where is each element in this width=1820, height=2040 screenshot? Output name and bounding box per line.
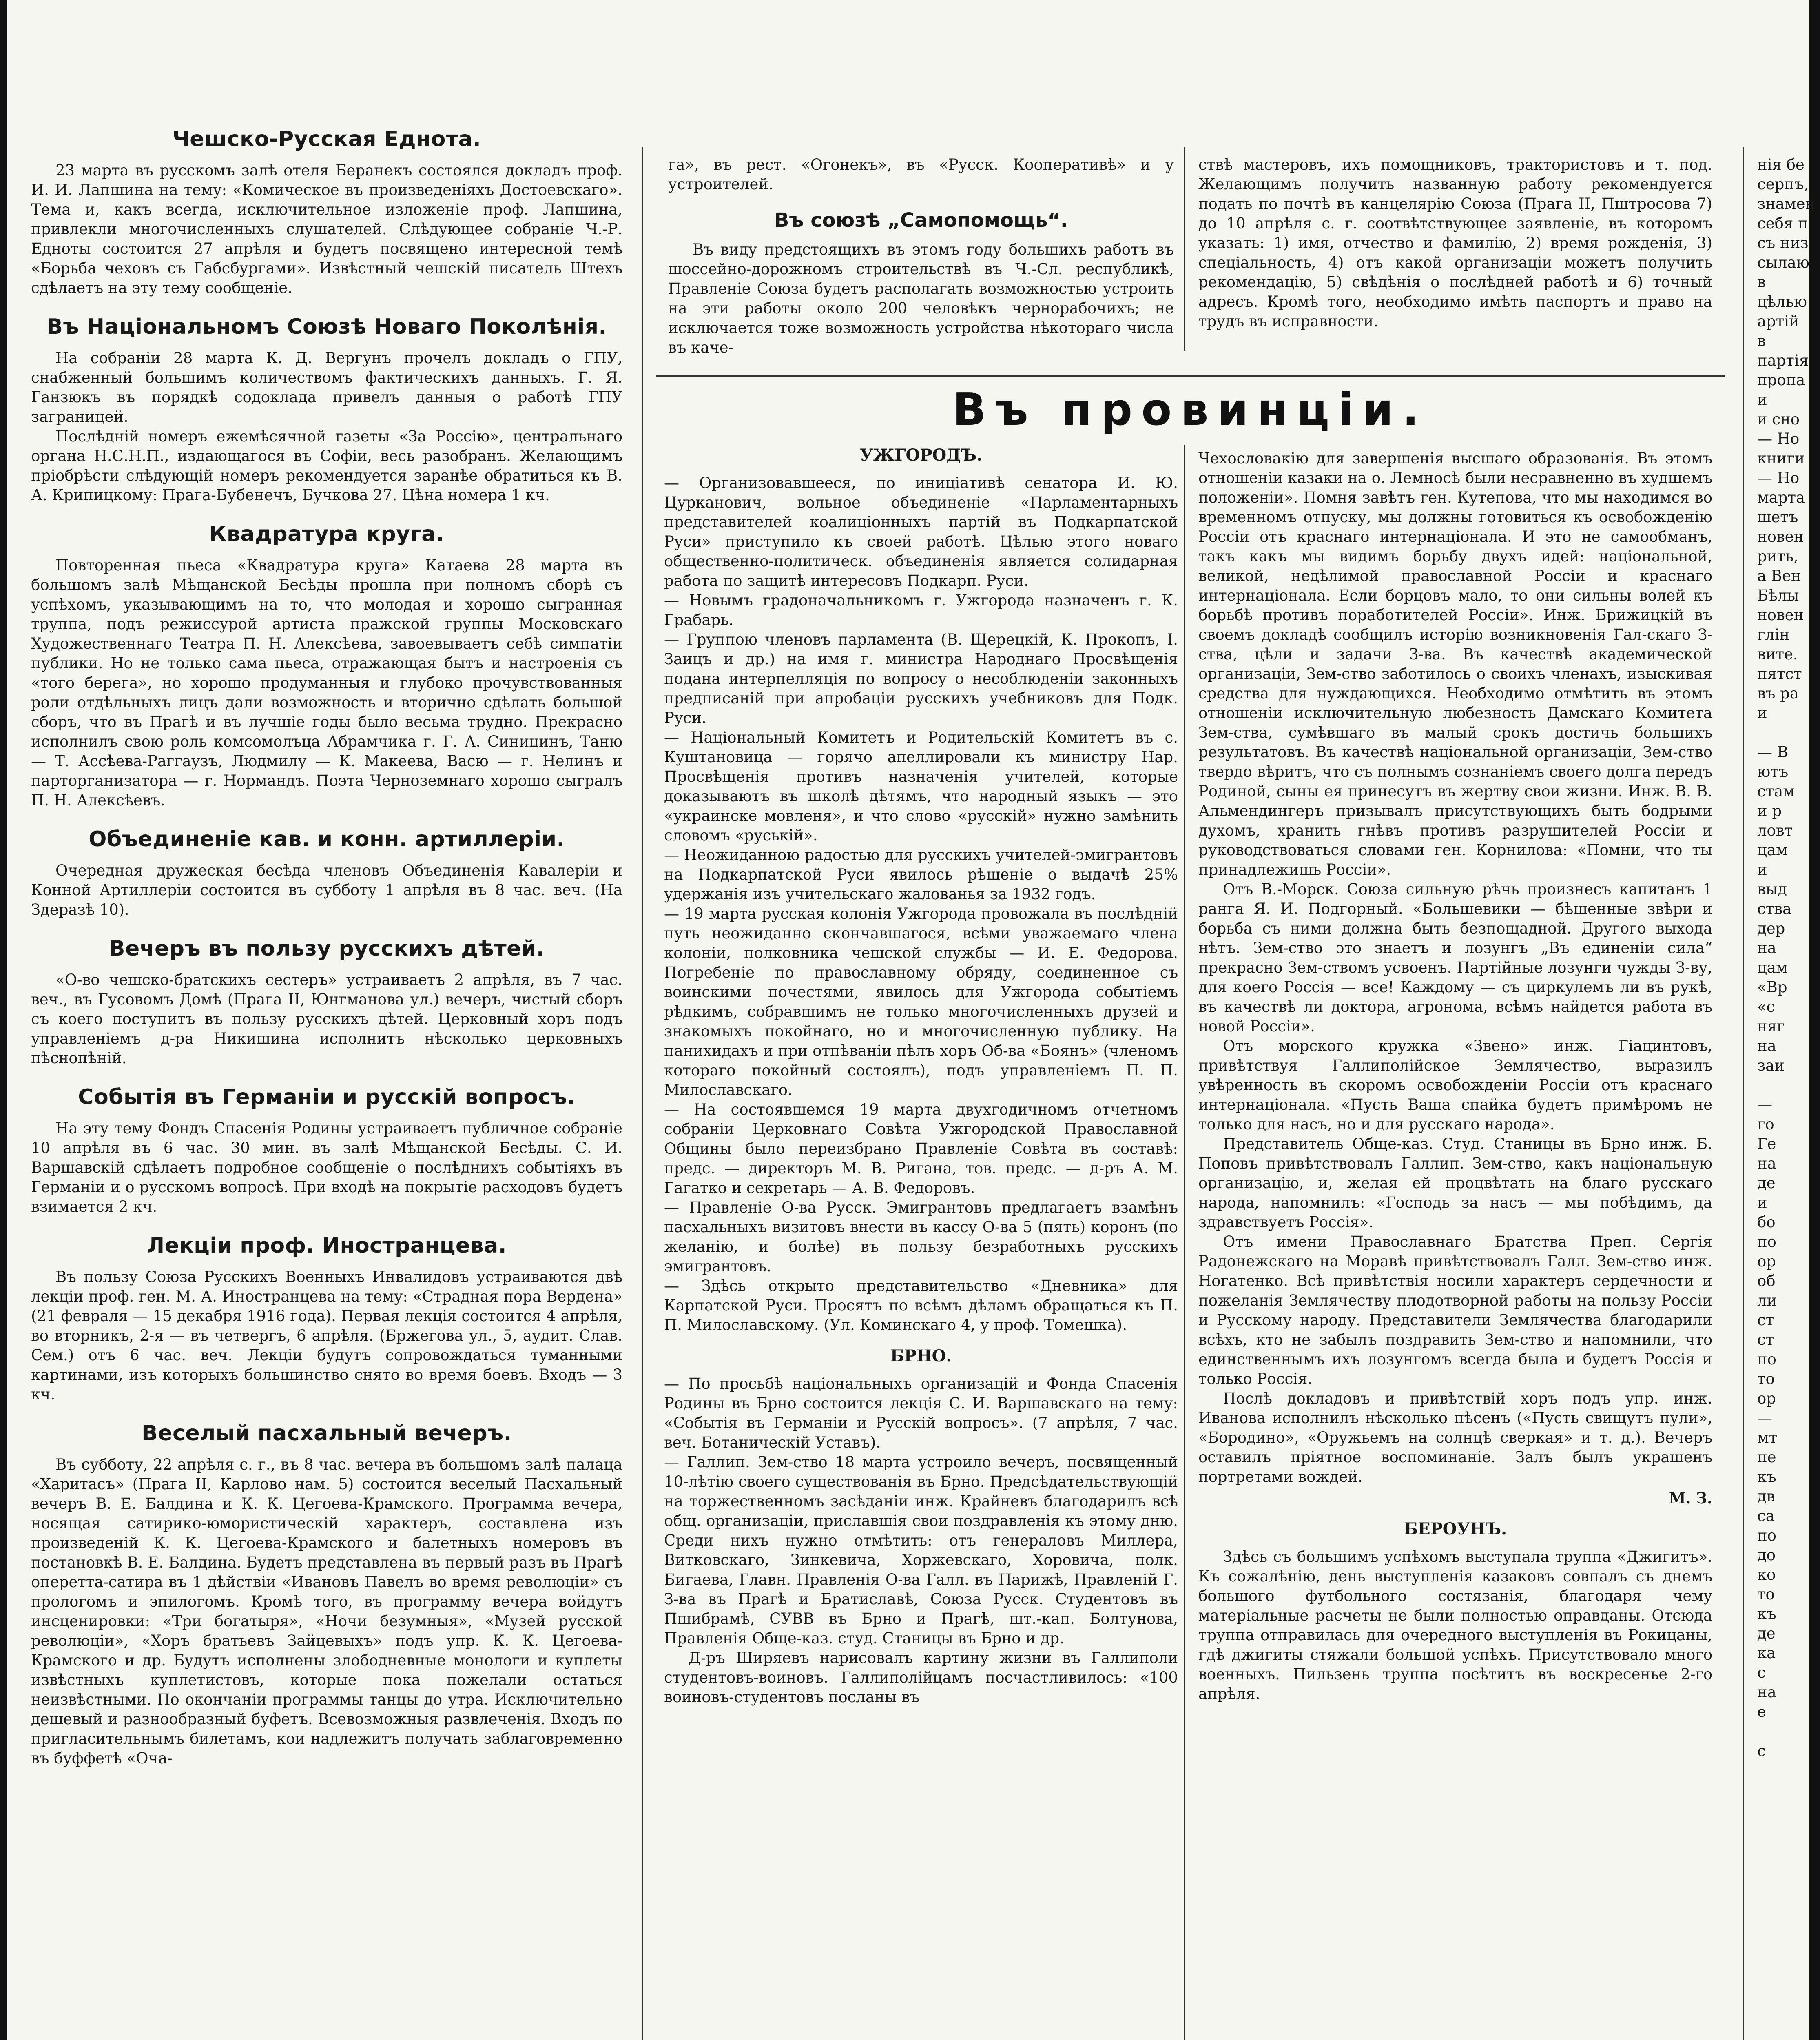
column-rule: [1184, 147, 1185, 351]
text-fragment: ор: [1757, 1253, 1776, 1270]
text-fragment: мт: [1757, 1429, 1778, 1446]
paragraph: Отъ В.-Морск. Союза сильную рѣчь произнесъ капитанъ 1 ранга Я. И. Подгорный. «Большевики — бѣшенные звѣри и борьба съ ними должна быть безпощадной. Другого выхода нѣтъ. Зем-ство это знаетъ и лозунгъ „Въ единеніи сила“ прекрасно Зем-ствомъ усвоенъ. Партійные лозунги чужды З-ву, для коего Россія — все! Каждому — съ циркулемъ ли въ рукѣ, въ качествѣ ли доктора, агронома, всѣмъ найдется работа въ новой Россіи».: [1198, 880, 1712, 1035]
text-fragment: себя п: [1757, 215, 1808, 232]
signature: М. З.: [1669, 1489, 1712, 1507]
text-fragment: ства: [1757, 900, 1792, 918]
paragraph: Въ виду предстоящихъ въ этомъ году большихъ работъ въ шоссейно-дорожномъ строительствѣ въ Ч.-Сл. республикѣ, Правленіе Союза будетъ располагать возможностью устроить на эти работы около 200 человѣкъ чернорабочихъ; не исключается тоже возможность устройства нѣкотораго числа въ каче-: [668, 241, 1174, 356]
news-item: — По просьбѣ національныхъ организацій и Фонда Спасенія Родины въ Брно состоится лекція С. И. Варшавскаго на тему: «Событія въ Германіи и Русскій вопросъ». (7 апрѣля, 7 час. веч. Ботаническій Уставъ).: [664, 1375, 1178, 1451]
text-fragment: Ге: [1757, 1135, 1776, 1153]
article-title: Чешско-Русская Еднота.: [172, 127, 481, 151]
paragraph: 23 марта въ русскомъ залѣ отеля Беранекъ состоялся докладъ проф. И. И. Лапшина на тему: «Комическое въ произведеніяхъ Достоевскаго». Тема и, какъ всегда, исключительное изложеніе проф. Лапшина, привлекли многочисленныхъ слушателей. Слѣдующее собраніе Ч.-Р. Едноты состоится 27 апрѣля и будетъ посвящено интересной темѣ «Борьба чеховъ съ Габсбургами». Извѣстный чешскій писатель Штехъ сдѣлаетъ на эту тему сообщеніе.: [31, 162, 622, 297]
text-fragment: пятст: [1757, 665, 1802, 683]
text-fragment: [1757, 723, 1809, 743]
paragraph: Отъ имени Православнаго Братства Преп. Сергія Радонежскаго на Моравѣ привѣтствовалъ Галл. Зем-ство инж. Ногатенко. Всѣ привѣтствія носили характеръ сердечности и пожеланія Землячеству плодотворной работы на пользу Россіи и Русскому народу. Представители Землячества благодарили всѣхъ, кто не забылъ поздравить Зем-ство и напомнили, что единственнымъ ихъ лозунгомъ всегда была и будетъ Россія и только Россія.: [1198, 1233, 1712, 1388]
paragraph: На эту тему Фондъ Спасенія Родины устраиваетъ публичное собраніе 10 апрѣля въ 6 час. 30 мин. въ залѣ Мѣщанской Бесѣды. С. И. Варшавскій сдѣлаетъ подробное сообщеніе о послѣднихъ событіяхъ въ Германіи и о русскомъ вопросѣ. При входѣ на покрытіе расходовъ будетъ взимается 2 кч.: [31, 1120, 622, 1215]
text-fragment: и сно: [1757, 410, 1800, 428]
text-fragment: заи: [1757, 1057, 1785, 1074]
text-fragment: марта: [1757, 489, 1805, 506]
text-fragment: —: [1757, 1096, 1772, 1113]
paragraph: Послѣ докладовъ и привѣтствій хоръ подъ упр. инж. Иванова исполнилъ нѣсколько пѣсенъ («Пусть свищутъ пули», «Бородино», «Оружьемъ на солнцѣ сверкая» и т. д.). Вечеръ оставилъ пріятное воспоминаніе. Залъ былъ украшенъ портретами вождей.: [1198, 1390, 1712, 1486]
article-title: Вечеръ въ пользу русскихъ дѣтей.: [108, 936, 545, 961]
text-fragment: —: [1757, 1409, 1772, 1427]
section-title-beroun: БЕРОУНЪ.: [1404, 1519, 1507, 1539]
article-title: Лекціи проф. Иностранцева.: [147, 1233, 507, 1258]
provinces-column-3: [1198, 449, 1712, 1704]
text-fragment: — В: [1757, 743, 1788, 761]
text-fragment: на: [1757, 1037, 1776, 1055]
text-fragment: нія бе: [1757, 156, 1805, 173]
text-fragment: с: [1757, 1664, 1766, 1681]
text-fragment: с: [1757, 1742, 1766, 1760]
column-3-top: [1198, 155, 1712, 331]
text-fragment: и: [1757, 391, 1767, 408]
text-fragment: съ низ: [1757, 234, 1809, 252]
article-title: Въ Національномъ Союзѣ Новаго Поколѣнія.: [46, 315, 607, 339]
text-fragment: ст: [1757, 1311, 1774, 1329]
text-fragment: стам: [1757, 783, 1795, 800]
paragraph: Здѣсь съ большимъ успѣхомъ выступала труппа «Джигитъ». Къ сожалѣнію, день выступленія казаковъ совпалъ съ днемъ большого футбольного состязанія, благодаря чему матеріальные расчеты не были полностью оправданы. Отсюда труппа отправилась для очередного выступленія въ Рокицаны, гдѣ джигиты стяжали большой успѣхъ. Присутствовало много военныхъ. Пильзень труппа посѣтитъ въ воскресенье 2-го апрѣля.: [1198, 1548, 1712, 1703]
news-item: — Организовавшееся, по иниціативѣ сенатора И. Ю. Цурканович, вольное объединеніе «Парламентарныхъ представителей коалиціонныхъ партій въ Подкарпатской Руси» приступило къ своей работѣ. Цѣлью этого новаго общественно-политическ. объединенія является солидарная работа по защитѣ интересовъ Подкарп. Руси.: [664, 474, 1178, 590]
text-fragment: в: [1757, 332, 1766, 350]
text-fragment: глін: [1757, 626, 1790, 643]
text-fragment: и: [1757, 1194, 1767, 1211]
text-fragment: сылаю: [1757, 254, 1809, 271]
text-fragment: и р: [1757, 802, 1782, 820]
news-item: — Группою членовъ парламента (В. Щерецкій, К. Прокопъ, I. Заицъ и др.) на имя г. министра Народнаго Просвѣщенія подана интерпелляція по вопросу о несоблюденіи законныхъ предписаній при апробаціи русскихъ учебниковъ для Подк. Руси.: [664, 631, 1178, 727]
text-fragment: по: [1757, 1233, 1776, 1251]
section-title-samopomoshch: Въ союзѣ „Самопомощь“.: [774, 209, 1068, 232]
paragraph: Повторенная пьеса «Квадратура круга» Катаева 28 марта въ большомъ залѣ Мѣщанской Бесѣды прошла при полномъ сборѣ съ успѣхомъ, указывающимъ на то, что молодая и хорошо сыгранная труппа, подъ режиссурой артиста пражской группы Московскаго Художественнаго Театра П. Н. Алексѣева, завоевываетъ себѣ симпатіи публики. Но не только сама пьеса, отражающая бытъ и настроенія съ «того берега», но хорошо продуманныя и глубоко прочувствованныя роли отдѣльныхъ лицъ дали возможность и вторично сдѣлать большой сборъ, что въ Прагѣ и въ лучшіе годы было весьма трудно. Прекрасно исполнилъ свою роль комсомолъца Абрамчика г. Г. А. Синицинъ, Таню — Т. Ассѣева-Раггаузъ, Людмилу — К. Макеева, Васю — г. Нелинъ и парторганизатора — г. Нормандъ. Поэта Черноземнаго хорошо сыгралъ П. Н. Алексѣевъ.: [31, 557, 622, 809]
newspaper-page: [7, 0, 1816, 2040]
text-fragment: то: [1757, 1370, 1775, 1388]
text-fragment: до: [1757, 1546, 1776, 1564]
news-item: — Новымъ градоначальникомъ г. Ужгорода назначенъ г. К. Грабарь.: [664, 592, 1178, 629]
news-item: — Правленіе О-ва Русск. Эмигрантовъ предлагаетъ взамѣнъ пасхальныхъ визитовъ внести въ кассу О-ва 5 (пять) коронъ (по желанію, и болѣе) въ пользу безработныхъ русскихъ эмигрантовъ.: [664, 1199, 1178, 1275]
text-fragment: [1757, 1722, 1809, 1741]
news-item: — Здѣсь открыто представительство «Дневника» для Карпатской Руси. Просятъ по всѣмъ дѣламъ обращаться къ П. П. Милославскому. (Ул. Коминскаго 4, у проф. Томешка).: [664, 1277, 1178, 1334]
text-fragment: е: [1757, 1703, 1766, 1721]
section-title-brno: БРНО.: [890, 1346, 952, 1366]
text-fragment: са: [1757, 1507, 1775, 1525]
article-title: Квадратура круга.: [209, 522, 445, 546]
text-fragment: къ: [1757, 1468, 1776, 1486]
text-fragment: а Вен: [1757, 567, 1801, 585]
column-1: [31, 126, 622, 1768]
section-rule: [656, 375, 1725, 377]
text-fragment: къ: [1757, 1605, 1776, 1623]
text-fragment: в: [1757, 273, 1766, 291]
text-fragment: на: [1757, 1683, 1776, 1701]
article-title: Объединеніе кав. и конн. артиллеріи.: [89, 827, 565, 851]
text-fragment: об: [1757, 1272, 1776, 1290]
text-fragment: цѣлью: [1757, 293, 1807, 310]
text-fragment: и: [1757, 861, 1767, 878]
text-fragment: по: [1757, 1527, 1776, 1544]
text-fragment: ловт: [1757, 822, 1793, 839]
text-fragment: книги: [1757, 450, 1805, 467]
text-fragment: пе: [1757, 1448, 1776, 1466]
text-fragment: по: [1757, 1350, 1776, 1368]
paragraph: «О-во чешско-братскихъ сестеръ» устраиваетъ 2 апрѣля, въ 7 час. веч., въ Гусовомъ Домѣ (Прага II, Юнгманова ул.) вечеръ, чистый сборъ съ коего поступитъ въ пользу русскихъ дѣтей. Церковный хоръ подъ управленіемъ д-ра Никишина исполнитъ нѣсколько церковныхъ пѣснопѣній.: [31, 971, 622, 1067]
text-fragment: дер: [1757, 920, 1785, 937]
text-fragment: артій: [1757, 313, 1799, 330]
text-fragment: дв: [1757, 1488, 1775, 1505]
text-fragment: на: [1757, 939, 1776, 957]
text-fragment: го: [1757, 1115, 1774, 1133]
text-fragment: де: [1757, 1625, 1776, 1642]
news-item: — Галлип. Зем-ство 18 марта устроило вечеръ, посвященный 10-лѣтію своего существованія въ Брно. Предсѣдательствующій на торжественномъ засѣданіи инж. Крайневъ благодарилъ всѣ общ. организаціи, приславшія свои поздравленія къ этому дню. Среди нихъ нужно отмѣтить: отъ генераловъ Миллера, Витковскаго, Зинкевича, Хоржевскаго, Хоровича, полк. Бигаева, Главн. Правленія О-ва Галл. въ Парижѣ, Правленій Г. З-ва въ Прагѣ и Братиславѣ, Союза Русск. Студентовъ въ Пшибрамѣ, СУВВ въ Брно и Прагѣ, шт.-кап. Болтунова, Правленія Обще-каз. студ. Станицы въ Брно и др.: [664, 1453, 1178, 1647]
column-rule: [642, 147, 643, 2040]
continuation-text: га», въ рест. «Огонекъ», въ «Русск. Кооперативѣ» и у устроителей.: [668, 156, 1174, 193]
news-item: — На состоявшемся 19 марта двухгодичномъ отчетномъ собраніи Церковнаго Совѣта Ужгородской Православной Общины было переизбрано Правленіе Совѣта въ составѣ: предс. — директоръ М. В. Ригана, тов. предс. — д-ръ А. М. Гагатко и секретарь — А. В. Федоровъ.: [664, 1101, 1178, 1197]
text-fragment: ор: [1757, 1390, 1776, 1407]
article-title: Веселый пасхальный вечеръ.: [142, 1421, 512, 1446]
text-fragment: — Но: [1757, 430, 1800, 448]
text-fragment: выд: [1757, 880, 1787, 898]
cropped-next-column: [1757, 155, 1816, 2040]
news-item: — Неожиданною радостью для русскихъ учителей-эмигрантовъ на Подкарпатской Руси явилось рѣшеніе о выдачѣ 25% удержанія изъ учительскаго жалованья за 1932 годъ.: [664, 846, 1178, 903]
paragraph: Чехословакію для завершенія высшаго образованія. Въ этомъ отношеніи казаки на о. Лемносѣ были несравненно въ худшемъ положеніи». Помня завѣтъ ген. Кутепова, что мы находимся во временномъ отпуску, мы должны готовиться къ освобожденію Россіи отъ краснаго интернаціонала. И это не самообманъ, такъ какъ мы видимъ борьбу двухъ идей: національной, великой, недѣлимой православной Россіи и краснаго интернаціонала. Если борцовъ мало, то они сильны волей къ борьбѣ противъ поработителей Россіи». Инж. Брижицкій въ своемъ докладѣ сообщилъ исторію возникновенія Гал-скаго З-ства, цѣли и задачи З-ва. Въ качествѣ академической организаціи, Зем-ство заботилось о своихъ членахъ, изыскивая средства для нуждающихся. Необходимо отмѣтить въ этомъ отношеніи исключительную любезность Дамскаго Комитета Зем-ства, сумѣвшаго въ малый срокъ достичь большихъ результатовъ. Въ качествѣ національной организаціи, Зем-ство твердо вѣритъ, что съ полнымъ сознаніемъ своего долга передъ Родиной, сыны ея принесутъ въ жертву свои жизни. Инж. В. В. Альмендингеръ призывалъ присутствующихъ быть бодрыми духомъ, хранить гнѣвъ противъ разрушителей Россіи и руководствоваться словами ген. Корнилова: «Помни, что ты принадлежишь Россіи».: [1198, 450, 1712, 878]
paragraph: Представитель Обще-каз. Студ. Станицы въ Брно инж. Б. Поповъ привѣтствовалъ Галлип. Зем-ство, какъ національную организацію, и, желая ей процвѣтать на благо русскаго народа, напомнилъ: «Господь за насъ — мы побѣдимъ, да здравствуетъ Россія».: [1198, 1135, 1712, 1231]
text-fragment: цам: [1757, 841, 1788, 859]
text-fragment: — Но: [1757, 469, 1800, 487]
provinces-column-2: [664, 445, 1178, 1707]
news-item: — 19 марта русская колонія Ужгорода провожала въ послѣдній путь неожиданно скончавшагося, всѣми уважаемаго члена колоніи, полковника чешской службы — И. Е. Федорова. Погребеніе по православному обряду, соединенное съ воинскими почестями, явилось для Ужгорода событіемъ рѣдкимъ, собравшимъ не только многочисленныхъ друзей и знакомыхъ покойнаго, но и многочисленную публику. На панихидахъ и при отпѣваніи пѣлъ хоръ Об-ва «Боянъ» (членомъ котораго покойный состоялъ), подъ управленіемъ П. П. Милославскаго.: [664, 905, 1178, 1099]
paragraph: Отъ морского кружка «Звено» инж. Гіацинтовъ, привѣтствуя Галлиполійское Землячество, выразилъ увѣренность въ скоромъ освобожденіи Россіи отъ краснаго интернаціонала. «Пусть Ваша спайка будетъ примѣромъ не только для насъ, но и для русскаго народа».: [1198, 1037, 1712, 1133]
text-fragment: Бѣлы: [1757, 587, 1799, 604]
text-fragment: [1757, 1075, 1809, 1095]
text-fragment: «с: [1757, 998, 1775, 1016]
text-fragment: шетъ: [1757, 508, 1798, 526]
text-fragment: «Вр: [1757, 978, 1787, 996]
text-fragment: ка: [1757, 1644, 1776, 1662]
text-fragment: то: [1757, 1585, 1775, 1603]
section-title-uzhgorod: УЖГОРОДЪ.: [859, 446, 983, 465]
article-title: Событія въ Германіи и русскій вопросъ.: [78, 1085, 576, 1109]
text-fragment: цам: [1757, 959, 1788, 976]
text-fragment: и: [1757, 704, 1767, 722]
text-fragment: ст: [1757, 1331, 1774, 1348]
text-fragment: партія: [1757, 352, 1809, 369]
text-fragment: серпъ,: [1757, 175, 1809, 193]
text-fragment: новен: [1757, 528, 1804, 545]
continuation-text: ствѣ мастеровъ, ихъ помощниковъ, трактористовъ и т. под. Желающимъ получить названную работу рекомендуется подать по почтѣ въ канцелярію Союза (Прага II, Пштросова 7) до 10 апрѣля с. г. соотвѣтствующее заявленіе, въ которомъ указать: 1) имя, отчество и фамилію, 2) время рожденія, 3) спеціальность, 4) отъ какой организаціи можетъ получить рекомендацію, 5) свѣдѣнія о послѣдней работѣ и 6) точный адресъ. Кромѣ того, необходимо имѣть паспортъ и право на трудъ въ исправности.: [1198, 156, 1712, 330]
paragraph: На собраніи 28 марта К. Д. Вергунъ прочелъ докладъ о ГПУ, снабженный большимъ количествомъ фактическихъ данныхъ. Г. Я. Ганзюкъ въ порядкѣ содоклада привелъ данныя о работѣ ГПУ заграницей.: [31, 349, 622, 426]
paragraph: Въ субботу, 22 апрѣля с. г., въ 8 час. вечера въ большомъ залѣ палаца «Харитасъ» (Прага II, Карлово нам. 5) состоится веселый Пасхальный вечеръ В. Е. Балдина и К. К. Цегоева-Крамского. Программа вечера, носящая сатирико-юмористическій характеръ, составлена изъ произведеній К. К. Цегоева-Крамского и балетныхъ номеровъ въ постановкѣ В. Е. Балдина. Будетъ представлена въ первый разъ въ Прагѣ оперетта-сатира въ 1 дѣйствіи «Ивановъ Павелъ во время революціи» съ прологомъ и эпилогомъ. Кромѣ того, въ программу вечера войдутъ инсценировки: «Три богатыря», «Ночи безумныя», «Музей русской революціи», «Хоръ братьевъ Зайцевыхъ» подъ упр. К. К. Цегоева-Крамского и др. Будутъ исполнены злободневные монологи и куплеты извѣстныхъ куплетистовъ, которые пока пожелали остаться неизвѣстными. По окончаніи программы танцы до утра. Исключительно дешевый и разнообразный буфетъ. Всевозможныя развлеченія. Входъ по пригласительнымъ билетамъ, кои надлежитъ получать заблаговременно въ буффетѣ «Оча-: [31, 1456, 622, 1767]
paragraph: Въ пользу Союза Русскихъ Военныхъ Инвалидовъ устраиваются двѣ лекціи проф. ген. М. А. Иностранцева на тему: «Страдная пора Вердена» (21 февраля — 15 декабря 1916 года). Первая лекція состоится 4 апрѣля, во вторникъ, 2-я — въ четвергъ, 6 апрѣля. (Бржегова ул., 5, аудит. Слав. Сем.) отъ 6 час. веч. Лекціи будутъ сопровождаться туманными картинами, изъ которыхъ большинство снято во время боевъ. Входъ — 3 кч.: [31, 1268, 622, 1403]
text-fragment: ко: [1757, 1566, 1776, 1583]
column-rule: [1184, 445, 1185, 2040]
text-fragment: рить,: [1757, 548, 1798, 565]
text-fragment: вите.: [1757, 645, 1798, 663]
text-fragment: де: [1757, 1174, 1776, 1192]
text-fragment: пропа: [1757, 371, 1805, 389]
text-fragment: ли: [1757, 1292, 1777, 1309]
text-fragment: бо: [1757, 1213, 1776, 1231]
text-fragment: въ ра: [1757, 685, 1799, 702]
paragraph: Очередная дружеская бесѣда членовъ Объединенія Кавалеріи и Конной Артиллеріи состоится въ субботу 1 апрѣля въ 8 час. веч. (На Здеразѣ 10).: [31, 862, 622, 918]
provinces-banner: Въ провинціи.: [952, 384, 1428, 435]
paragraph: Послѣдній номеръ ежемѣсячной газеты «За Россію», центральнаго органа Н.С.Н.П., издающагося въ Софіи, весь разобранъ. Желающимъ пріобрѣсти слѣдующій номеръ рекомендуется заранѣе обратиться къ В. А. Крипицкому: Прага-Бубенечъ, Бучкова 27. Цѣна номера 1 кч.: [31, 428, 622, 504]
column-2-top: [668, 155, 1174, 357]
text-fragment: ютъ: [1757, 763, 1789, 781]
text-fragment: на: [1757, 1155, 1776, 1172]
text-fragment: новен: [1757, 606, 1804, 624]
text-fragment: знамен: [1757, 195, 1816, 213]
column-rule: [1743, 147, 1744, 2040]
news-item: — Національный Комитетъ и Родительскій Комитетъ въ с. Куштановица — горячо апеллировали къ министру Нар. Просвѣщенія противъ назначенія учителей, которые доказываютъ въ школѣ дѣтямъ, что народный языкъ — это «украинске мовленя», и что слово «русскій» нужно замѣнить словомъ «руській».: [664, 729, 1178, 844]
text-fragment: няг: [1757, 1018, 1785, 1035]
news-item: Д-ръ Ширяевъ нарисовалъ картину жизни въ Галлиполи студентовъ-воиновъ. Галлиполійцамъ посчастливилось: «100 воиновъ-студентовъ посланы въ: [664, 1649, 1178, 1706]
